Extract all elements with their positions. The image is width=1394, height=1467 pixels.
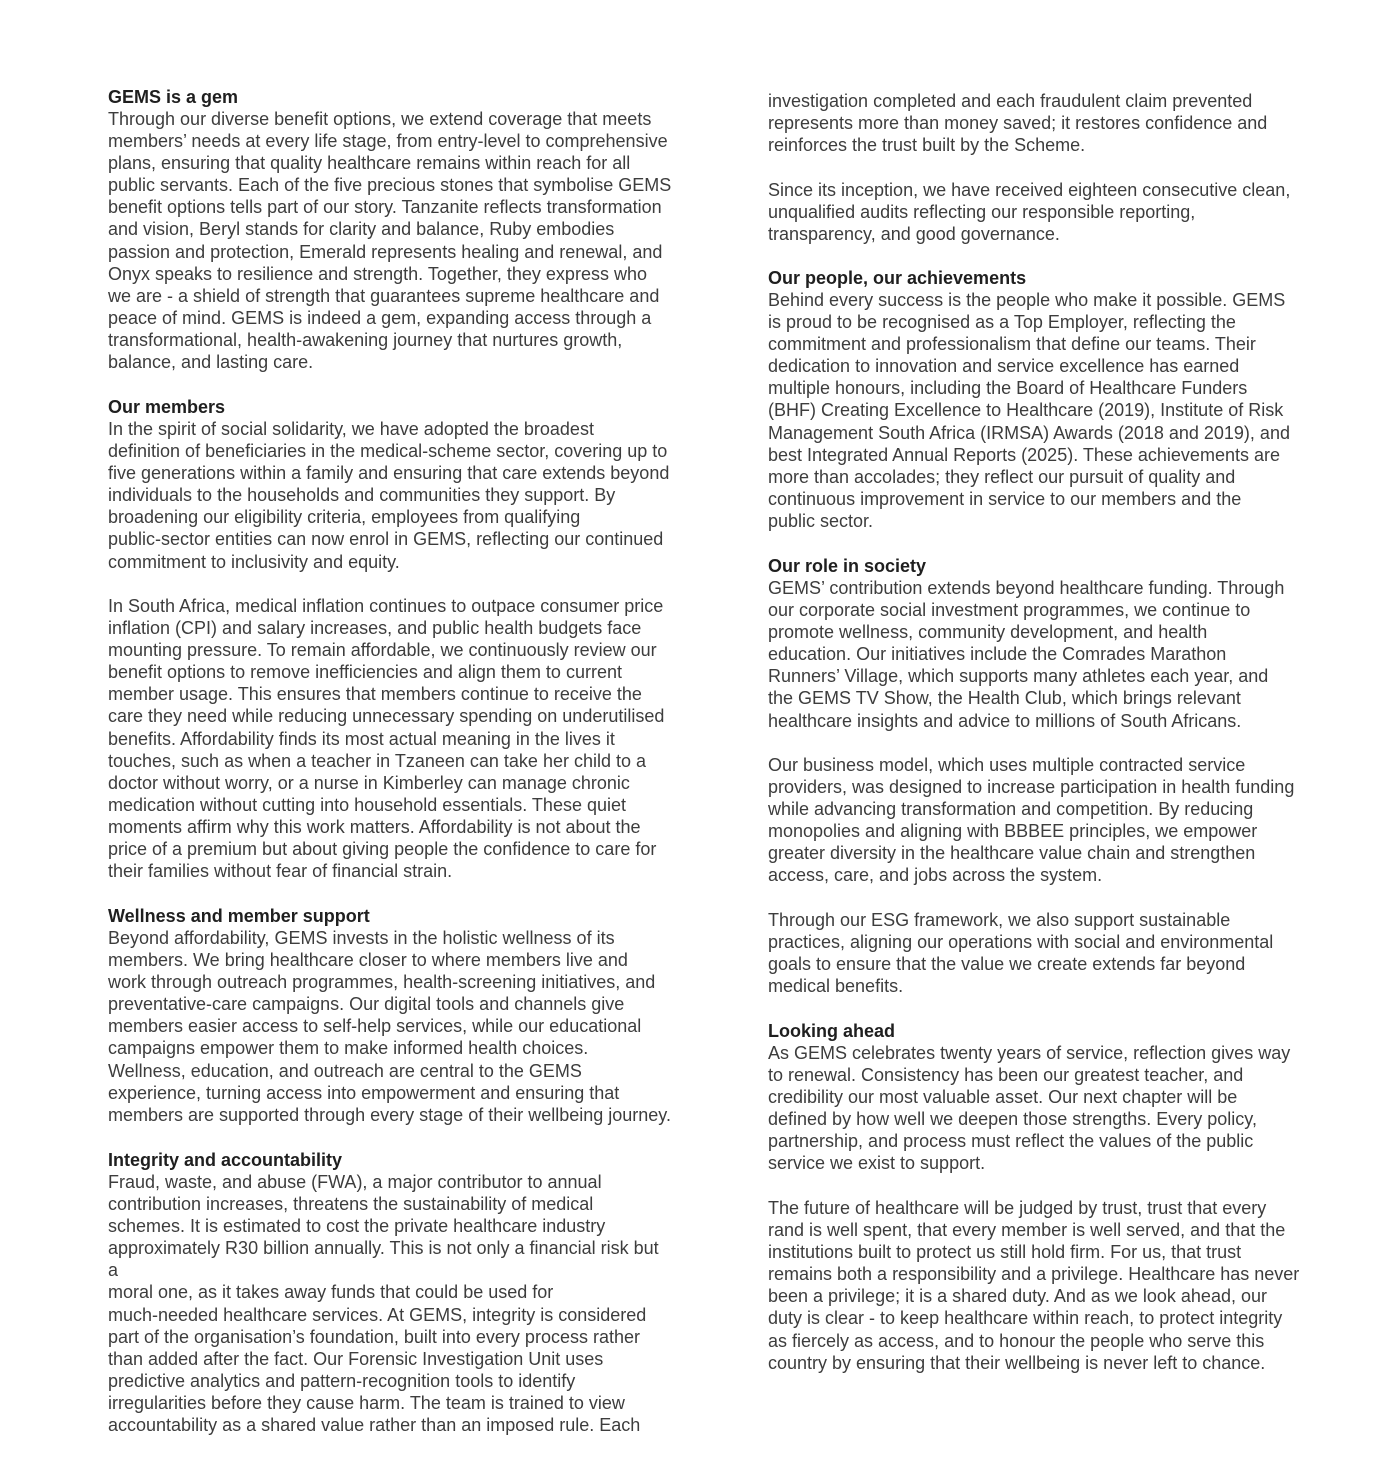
paragraph-future-of-healthcare: The future of healthcare will be judged by trust, trust that every rand is well spent, that every member is well served, and that the institutions built to protect us still hold firm. For us, that trust remains both a responsibility and a privilege. Healthcare has never been a privilege; it is a shared duty. And as we look ahead, our duty is clear - to keep healthcare within reach, to protect integrity as fiercely as access, and to honour the people who serve this country by ensuring that their wellbeing is never left to chance.: [768, 1198, 1300, 1373]
paragraph-business-model: Our business model, which uses multiple contracted service providers, was designed to increase participation in health funding while advancing transformation and competition. By reducing monopolies and aligning with BBBEE principles, we empower greater diversity in the healthcare value chain and strengthen access, care, and jobs across the system.: [768, 755, 1295, 886]
section-heading-looking-ahead: Looking ahead: [768, 1021, 896, 1041]
section-heading-our-members: Our members: [108, 397, 226, 417]
paragraph-society: GEMS’ contribution extends beyond healthcare funding. Through our corporate social investment programmes, we continue to promote wellness, community development, and health education. Our initiatives include the Comrades Marathon Runners’ Village, which supports many athletes each year, and the GEMS TV Show, the Health Club, which brings relevant healthcare insights and advice to millions of South Africans.: [768, 578, 1285, 731]
section-heading-our-role-in-society: Our role in society: [768, 556, 927, 576]
paragraph-integrity: Fraud, waste, and abuse (FWA), a major contributor to annual contribution increases, threatens the sustainability of medical schemes. It is estimated to cost the private healthcare industry approximately R30 billion annually. This is not only a financial risk but a moral one, as it takes away funds that could be used for much-needed healthcare services. At GEMS, integrity is considered part of the organisation’s foundation, built into every process rather than added after the fact. Our Forensic Investigation Unit uses predictive analytics and pattern-recognition tools to identify irregularities before they cause harm. The team is trained to view accountability as a shared value rather than an imposed rule. Each: [108, 1172, 659, 1436]
paragraph-audits: Since its inception, we have received eighteen consecutive clean, unqualified audits reflecting our responsible reporting, transparency, and good governance.: [768, 180, 1291, 245]
paragraph-our-members: In the spirit of social solidarity, we have adopted the broadest definition of beneficiaries in the medical-scheme sector, covering up to five generations within a family and ensuring that care extends beyond individuals to the households and communities they support. By broadening our eligibility criteria, employees from qualifying public-sector entities can now enrol in GEMS, reflecting our continued commitment to inclusivity and equity.: [108, 419, 670, 572]
paragraph-integrity-continued: investigation completed and each fraudulent claim prevented represents more than money saved; it restores confidence and reinforces the trust built by the Scheme.: [768, 91, 1268, 156]
paragraph-gems-is-a-gem: Through our diverse benefit options, we extend coverage that meets members’ needs at every life stage, from entry-level to comprehensive plans, ensuring that quality healthcare remains within reach for all public servants. Each of the five precious stones that symbolise GEMS benefit options tells part of our story. Tanzanite reflects transformation and vision, Beryl stands for clarity and balance, Ruby embodies passion and protection, Emerald represents healing and renewal, and Onyx speaks to resilience and strength. Together, they express who we are - a shield of strength that guarantees supreme healthcare and peace of mind. GEMS is indeed a gem, expanding access through a transformational, health-awakening journey that nurtures growth, balance, and lasting care.: [108, 109, 672, 373]
section-heading-wellness: Wellness and member support: [108, 906, 370, 926]
section-heading-our-people: Our people, our achievements: [768, 268, 1027, 288]
section-heading-gems-is-a-gem: GEMS is a gem: [108, 87, 239, 107]
paragraph-esg: Through our ESG framework, we also support sustainable practices, aligning our operations with social and environmental goals to ensure that the value we create extends far beyond medical benefits.: [768, 910, 1274, 997]
section-heading-integrity: Integrity and accountability: [108, 1150, 343, 1170]
paragraph-affordability: In South Africa, medical inflation continues to outpace consumer price inflation (CPI) and salary increases, and public health budgets face mounting pressure. To remain affordable, we continuously review our benefit options to remove inefficiencies and align them to current member usage. This ensures that members continue to receive the care they need while reducing unnecessary spending on underutilised benefits. Affordability finds its most actual meaning in the lives it touches, such as when a teacher in Tzaneen can take her child to a doctor without worry, or a nurse in Kimberley can manage chronic medication without cutting into household essentials. These quiet moments affirm why this work matters. Affordability is not about the price of a premium but about giving people the confidence to care for their families without fear of financial strain.: [108, 596, 665, 882]
paragraph-looking-ahead: As GEMS celebrates twenty years of service, reflection gives way to renewal. Consistency has been our greatest teacher, and credibility our most valuable asset. Our next chapter will be defined by how well we deepen those strengths. Every policy, partnership, and process must reflect the values of the public service we exist to support.: [768, 1043, 1291, 1174]
paragraph-wellness: Beyond affordability, GEMS invests in the holistic wellness of its members. We bring healthcare closer to where members live and work through outreach programmes, health-screening initiatives, and preventative-care campaigns. Our digital tools and channels give members easier access to self-help services, while our educational campaigns empower them to make informed health choices. Wellness, education, and outreach are central to the GEMS experience, turning access into empowerment and ensuring that members are supported through every stage of their wellbeing journey.: [108, 928, 671, 1125]
paragraph-our-people: Behind every success is the people who make it possible. GEMS is proud to be recognised as a Top Employer, reflecting the commitment and professionalism that define our teams. Their dedication to innovation and service excellence has earned multiple honours, including the Board of Healthcare Funders (BHF) Creating Excellence to Healthcare (2019), Institute of Risk Management South Africa (IRMSA) Awards (2018 and 2019), and best Integrated Annual Reports (2025). These achievements are more than accolades; they reflect our pursuit of quality and continuous improvement in service to our members and the public sector.: [768, 290, 1290, 531]
